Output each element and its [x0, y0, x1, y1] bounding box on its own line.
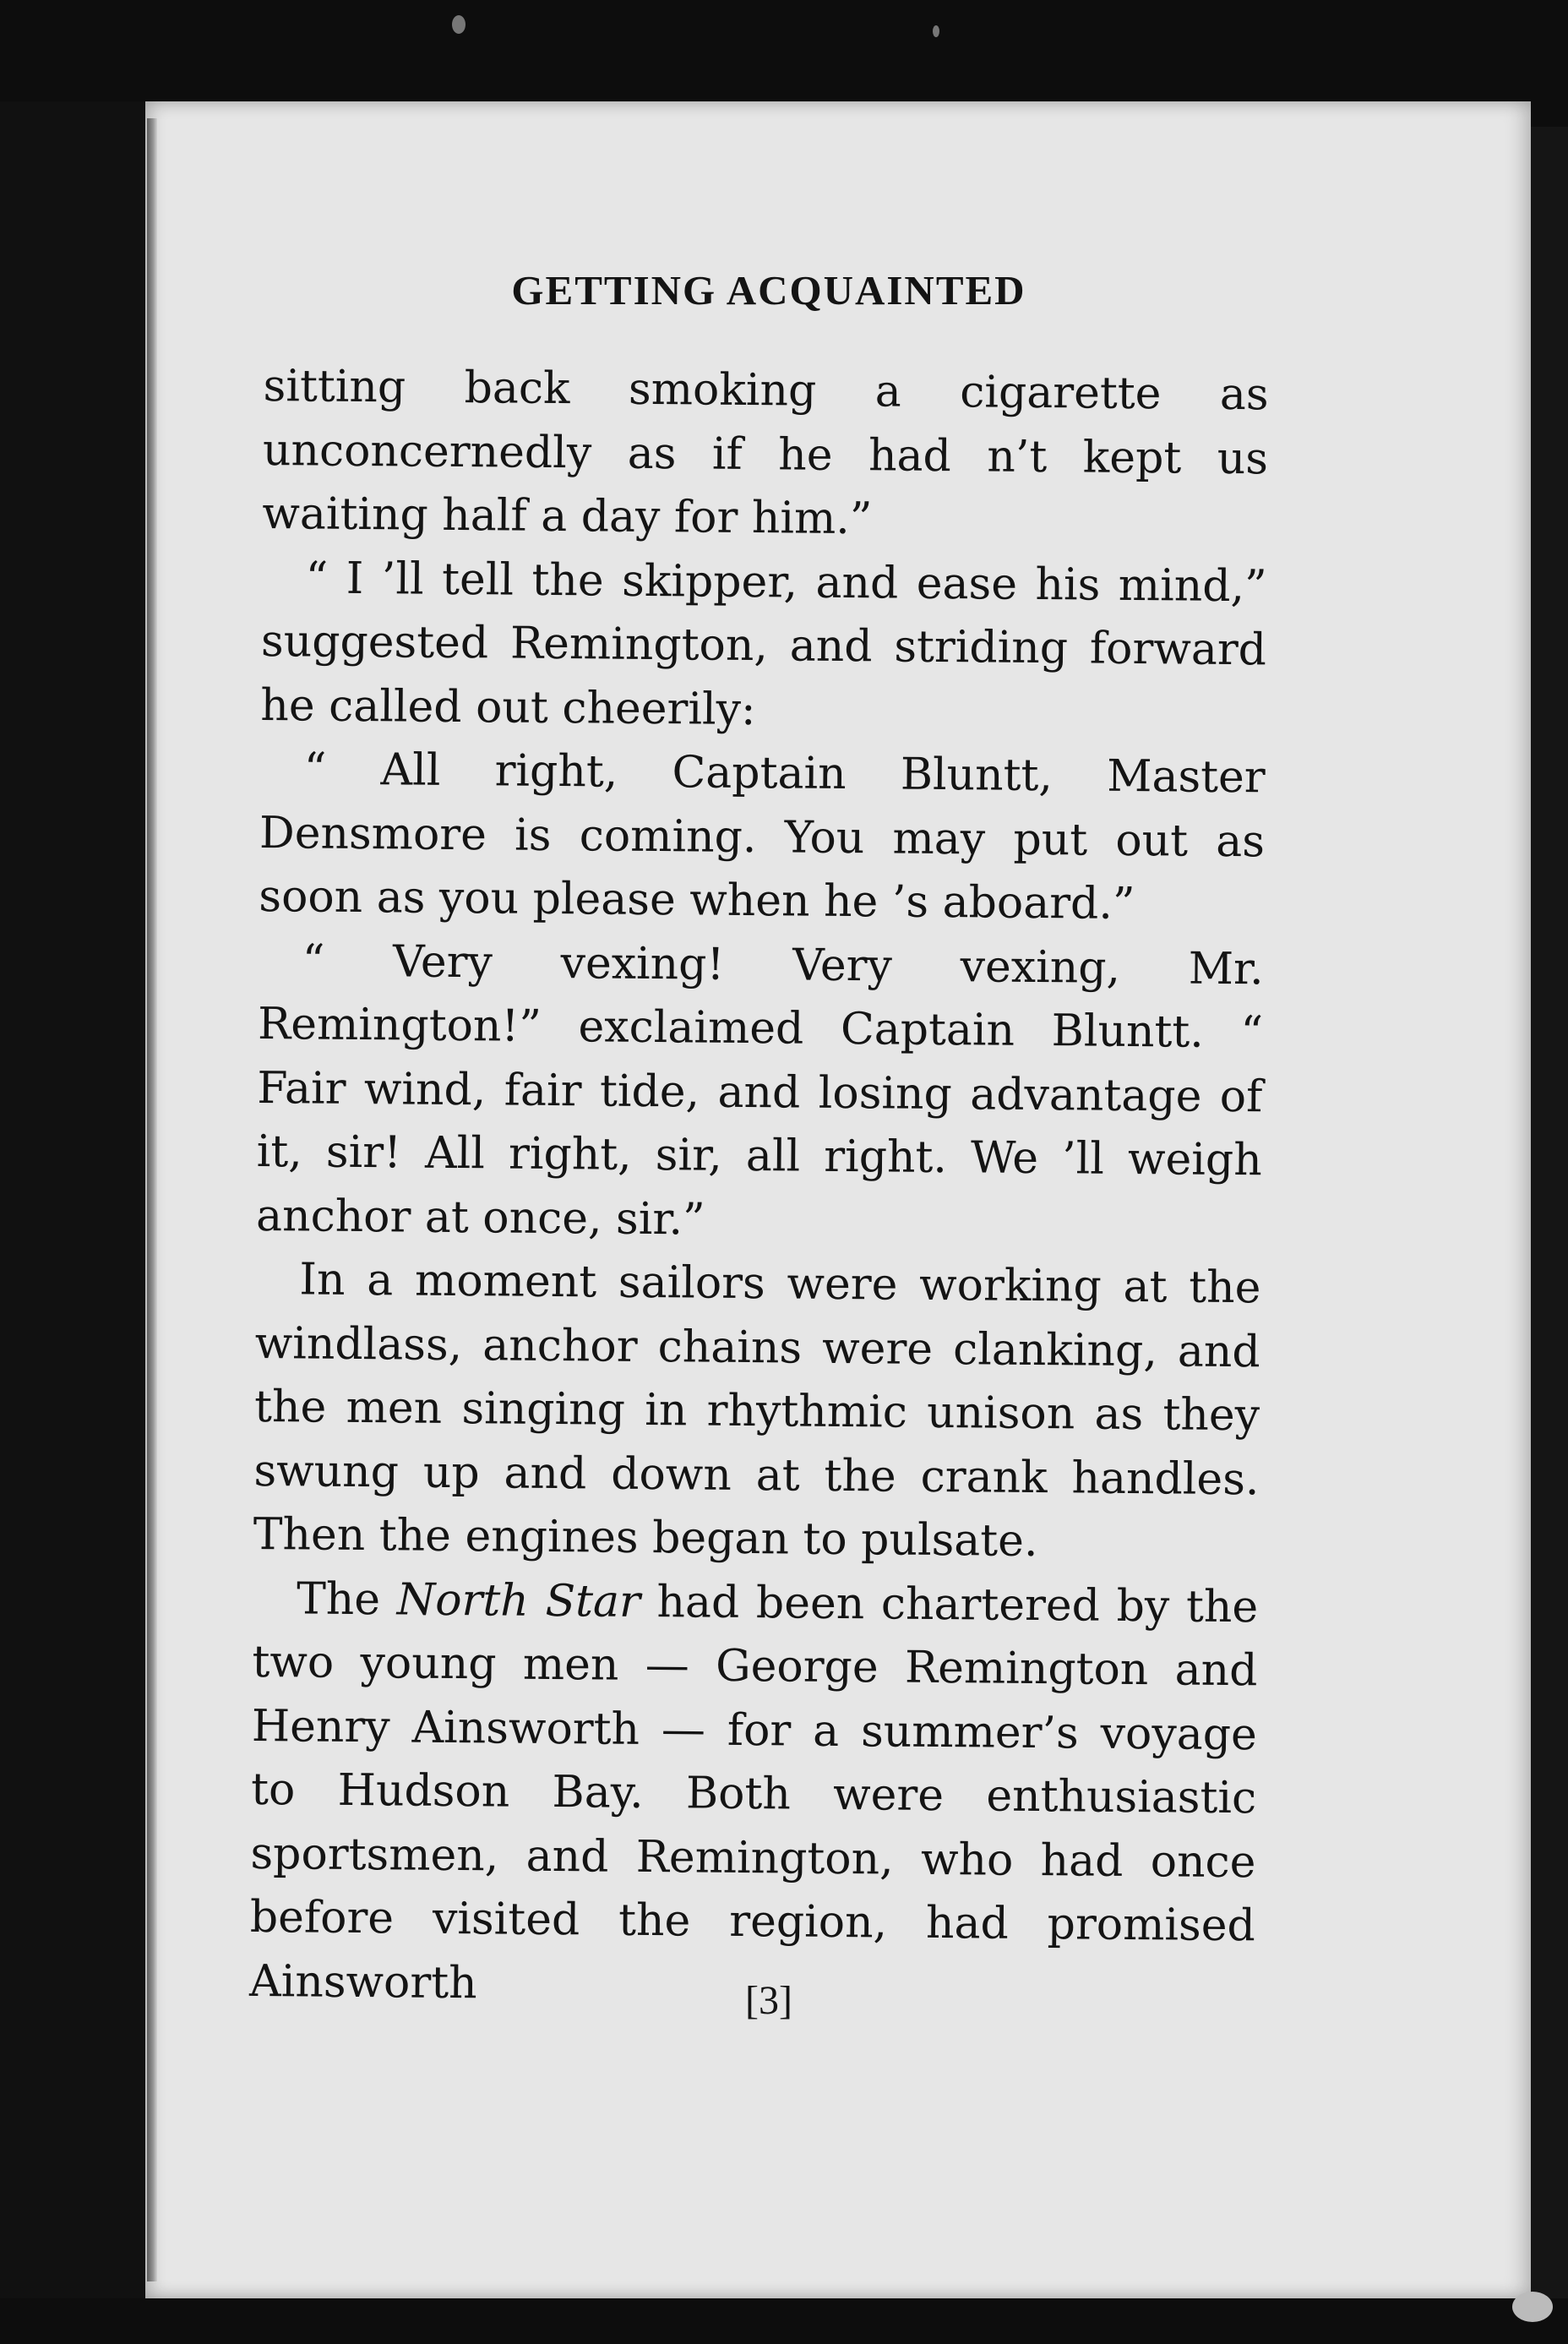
book-binding-edge [0, 101, 148, 2344]
scan-bottom-edge [0, 2298, 1568, 2344]
scan-speck [452, 15, 466, 34]
paragraph: sitting back smoking a cigarette as unconcernedly as if he had n’t kept us waiting half a day for him.” [262, 360, 1269, 545]
paragraph: “ I ’ll tell the skipper, and ease his mind,” suggested Remington, and striding forward he called out cheerily: [260, 552, 1267, 735]
body-text [249, 355, 1269, 2022]
paragraph [249, 1567, 1259, 2022]
scan-speck [933, 25, 939, 37]
right-page-edge [1531, 127, 1568, 2344]
paragraph: In a moment sailors were working at the windlass, anchor chains were clanking, and the men singing in rhythmic unison as they swung up and down at the crank handles. Then the engines began to pulsate. [253, 1254, 1261, 1567]
scan-speck [1512, 2292, 1553, 2322]
paragraph-text-rest: had been chartered by the two young men — George Remington and Henry Ainsworth — for a summer’s voyage to Hudson Bay. Both were enthusiastic sportsmen, and Remington, who had once before visited the region, had promised Ainsworth [248, 1576, 1259, 2009]
running-head: GETTING ACQUAINTED [511, 267, 1026, 313]
gutter-shadow [147, 118, 157, 2281]
paragraph: “ Very vexing! Very vexing, Mr. Remington!” exclaimed Captain Bluntt. “ Fair wind, fair tide, and losing advantage of it, sir! All right, sir, all right. We ’ll weigh anchor at once, sir.” [255, 935, 1264, 1246]
paragraph: “ All right, Captain Bluntt, Master Densmore is coming. You may put out as soon as you please when he ’s aboard.” [259, 744, 1266, 930]
ship-name: North Star [396, 1573, 641, 1627]
page-number: [3] [745, 1978, 792, 2023]
paragraph-text-start: The [296, 1573, 381, 1625]
